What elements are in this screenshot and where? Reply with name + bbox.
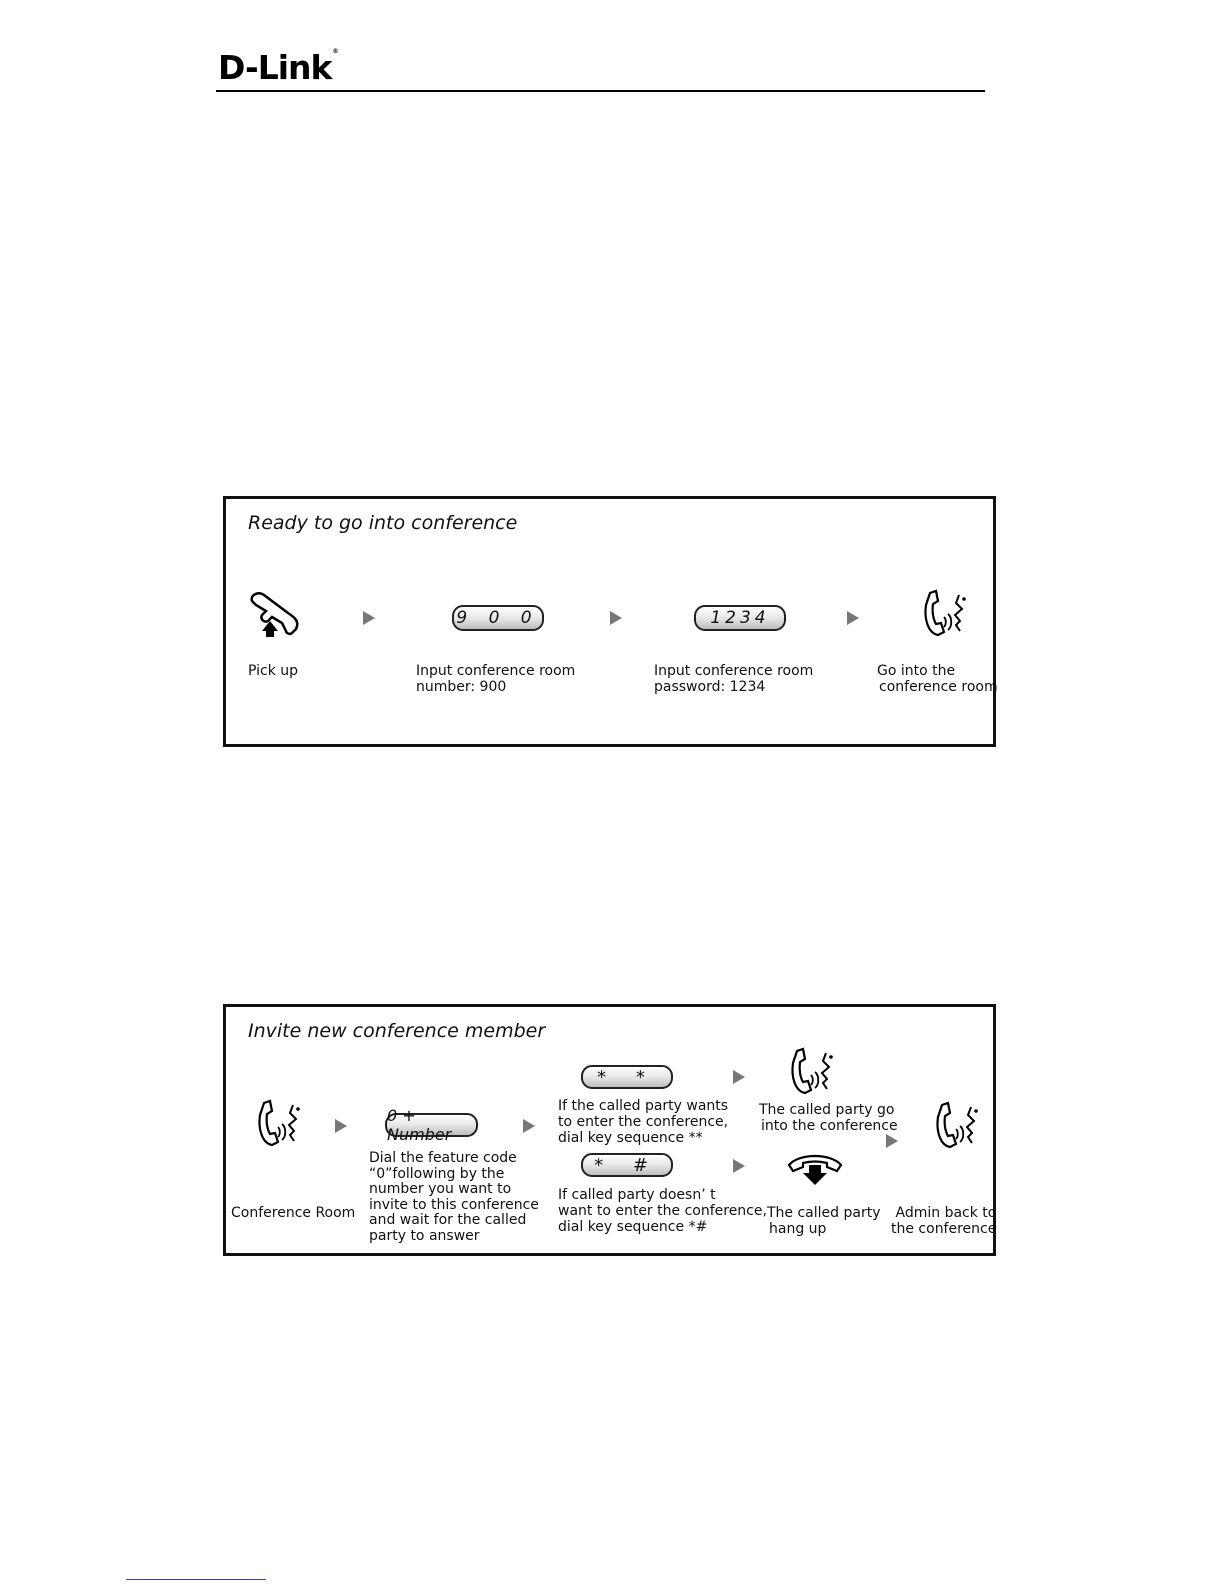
arrow-icon — [733, 1159, 745, 1173]
label-line: Pick up — [248, 663, 299, 679]
admin-back-label — [891, 1205, 996, 1237]
label-line: party to answer — [369, 1227, 480, 1244]
step-label-go-into-room — [877, 663, 998, 695]
dial-instructions — [369, 1151, 539, 1245]
figure-ready-to-go-into-conference — [223, 496, 996, 747]
step-label-room-number — [416, 663, 575, 695]
label-line: invite to this conference — [369, 1196, 539, 1213]
logo-text: D-Link — [218, 48, 332, 87]
arrow-icon — [610, 611, 622, 625]
arrow-icon — [523, 1119, 535, 1133]
talking-handset-icon — [787, 1047, 839, 1095]
label-line: Go into the — [877, 663, 956, 679]
label-line: number you want to — [369, 1181, 512, 1198]
label-line: the conference — [891, 1221, 997, 1237]
hang-up-handset-icon — [785, 1151, 845, 1187]
accept-result — [759, 1102, 898, 1134]
label-line: hang up — [769, 1221, 827, 1237]
label-line: The called party go — [759, 1102, 895, 1118]
figure-title: Ready to go into conference — [248, 512, 518, 534]
arrow-icon — [886, 1134, 898, 1148]
label-line: Input conference room — [654, 663, 814, 679]
arrow-icon — [363, 611, 375, 625]
label-line: Input conference room — [416, 663, 576, 679]
accept-instructions — [558, 1098, 728, 1146]
reject-result — [767, 1205, 881, 1237]
figure-invite-new-conference-member — [223, 1004, 996, 1256]
registered-mark: ® — [332, 48, 338, 55]
label-line: Admin back to — [895, 1205, 997, 1221]
arrow-icon — [733, 1070, 745, 1084]
footer-link-underline — [126, 1579, 266, 1580]
label-line: The called party — [767, 1205, 881, 1221]
pick-up-handset-icon — [246, 591, 304, 641]
keypad-display: * * — [581, 1065, 673, 1089]
step-label-room-password — [654, 663, 813, 695]
talking-handset-icon — [932, 1101, 984, 1149]
keypad-display: * # — [581, 1153, 673, 1177]
figure-title: Invite new conference member — [248, 1020, 546, 1042]
talking-handset-icon — [254, 1099, 306, 1147]
label-line: into the conference — [761, 1118, 898, 1134]
label-line: dial key sequence *# — [558, 1219, 708, 1235]
conference-room-label: Conference Room — [231, 1205, 356, 1221]
label-line: dial key sequence ** — [558, 1130, 703, 1146]
header-divider — [216, 90, 985, 92]
label-line: password: 1234 — [654, 679, 766, 695]
keypad-display: 9 0 0 — [452, 605, 544, 631]
label-line: want to enter the conference, — [558, 1203, 767, 1219]
label-line: conference room — [879, 679, 998, 695]
label-line: number: 900 — [416, 679, 507, 695]
arrow-icon — [847, 611, 859, 625]
talking-handset-icon — [920, 589, 972, 637]
arrow-icon — [335, 1119, 347, 1133]
label-line: Dial the feature code — [369, 1150, 517, 1166]
label-line: If called party doesn’ t — [558, 1187, 716, 1203]
step-label-pick-up — [248, 663, 298, 679]
label-line: “0”following by the — [369, 1165, 505, 1182]
keypad-display: 0 + Number — [385, 1113, 478, 1137]
keypad-display: 1234 — [694, 605, 786, 631]
reject-instructions — [558, 1187, 767, 1235]
dlink-logo — [218, 48, 337, 87]
label-line: to enter the conference, — [558, 1114, 729, 1130]
label-line: If the called party wants — [558, 1098, 729, 1114]
label-line: and wait for the called — [369, 1212, 527, 1229]
